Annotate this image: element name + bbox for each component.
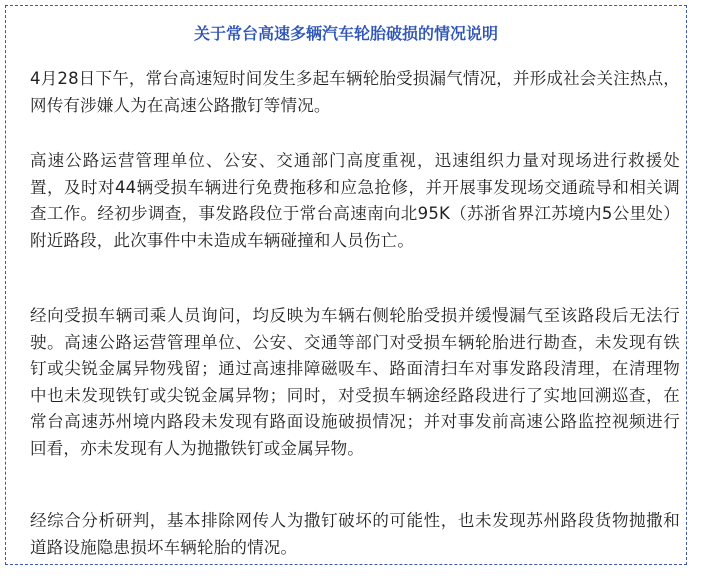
paragraph-4: 经综合分析研判，基本排除网传人为撒钉破坏的可能性，也未发现苏州路段货物抛撒和道路设施隐患损坏车辆轮胎的情况。 (30, 511, 680, 557)
document-frame (5, 5, 687, 565)
paragraph-3: 经向受损车辆司乘人员询问，均反映为车辆右侧轮胎受损并缓慢漏气至该路段后无法行驶。高速公路运营管理单位、公安、交通等部门对受损车辆轮胎进行勘查，未发现有铁钉或尖锐金属异物残留；通过高速排障磁吸车、路面清扫车对事发路段清理，在清理物中也未发现铁钉或尖锐金属异物；同时，对受损车辆途经路段进行了实地回溯巡查，在常台高速苏州境内路段未发现有路面设施破损情况；并对事发前高速公路监控视频进行回看，亦未发现有人为抛撒铁钉或金属异物。 (30, 306, 680, 458)
document-title: 关于常台高速多辆汽车轮胎破损的情况说明 (193, 24, 498, 43)
paragraph-1: 4月28日下午，常台高速短时间发生多起车辆轮胎受损漏气情况，并形成社会关注热点，网传有涉嫌人为在高速公路撒钉等情况。 (30, 69, 680, 115)
paragraph-2: 高速公路运营管理单位、公安、交通部门高度重视，迅速组织力量对现场进行救援处置，及时对44辆受损车辆进行免费拖移和应急抢修，并开展事发现场交通疏导和相关调查工作。经初步调查，事发路段位于常台高速南向北95K（苏浙省界江苏境内5公里处）附近路段，此次事件中未造成车辆碰撞和人员伤亡。 (30, 151, 680, 250)
